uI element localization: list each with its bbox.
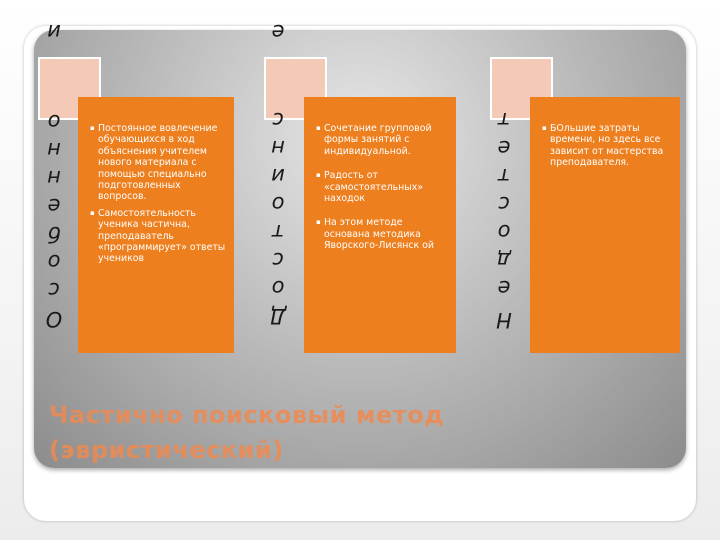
slide-title: Частично поисковый метод (эвристический) bbox=[49, 401, 445, 464]
column-2-letter: с bbox=[272, 108, 284, 132]
column-3-bullet: ▪ БОльшие затраты времени, но здесь все зависит от мастерства преподавателя. bbox=[542, 123, 672, 169]
column-3-vertical-heading bbox=[474, 96, 534, 356]
column-1-vertical-heading bbox=[24, 20, 84, 360]
column-2-letter: е bbox=[271, 20, 285, 44]
column-1-letter: о bbox=[47, 110, 61, 134]
column-1-letter: и bbox=[47, 20, 61, 44]
column-2-letter: о bbox=[271, 192, 285, 216]
column-2-bullet: ▪ На этом методе основана методика Яворского-Лисянск ой bbox=[316, 217, 448, 251]
column-1-letter: О bbox=[45, 307, 63, 331]
column-3-letter: с bbox=[498, 192, 510, 216]
column-3-letter: т bbox=[497, 108, 511, 132]
column-2-letter: с bbox=[272, 248, 284, 272]
column-2-letter: н bbox=[271, 136, 285, 160]
column-2-vertical-heading bbox=[248, 20, 308, 360]
column-2-card bbox=[304, 97, 456, 353]
column-1-letter: е bbox=[47, 194, 61, 218]
column-1-bullet-list bbox=[78, 97, 234, 265]
column-3-bullet-list bbox=[530, 97, 680, 169]
column-2-letter: и bbox=[271, 164, 285, 188]
column-3-card bbox=[530, 97, 680, 353]
column-3-letter: е bbox=[497, 136, 511, 160]
column-3-letter: о bbox=[497, 220, 511, 244]
column-3-letter: д bbox=[496, 248, 512, 272]
column-3-letter: е bbox=[497, 276, 511, 300]
column-1-letter: н bbox=[47, 138, 61, 162]
column-2-letter: Д bbox=[269, 304, 287, 328]
column-1-card bbox=[78, 97, 234, 353]
column-1-letter: о bbox=[47, 250, 61, 274]
column-1-letter: с bbox=[48, 278, 60, 302]
column-2-letter: о bbox=[271, 276, 285, 300]
column-1-bullet: ▪ Самостоятельность ученика частична, преподаватель «программирует» ответы учеников bbox=[90, 208, 226, 265]
column-3-letter: Н bbox=[496, 308, 512, 332]
column-2-bullet-list bbox=[304, 97, 456, 252]
column-2-letter: т bbox=[271, 220, 285, 244]
column-1-letter: н bbox=[47, 166, 61, 190]
column-1-bullet: ▪ Постоянное вовлечение обучающихся в ход объяснения учителем нового материала с помощью специально подготовленных вопросов. bbox=[90, 123, 226, 203]
column-1-letter: б bbox=[47, 222, 61, 246]
column-2-bullet: ▪ Радость от «самостоятельных» находок bbox=[316, 170, 448, 204]
column-3-letter: т bbox=[497, 164, 511, 188]
column-2-bullet: ▪ Сочетание групповой формы занятий с индивидуальной. bbox=[316, 123, 448, 157]
